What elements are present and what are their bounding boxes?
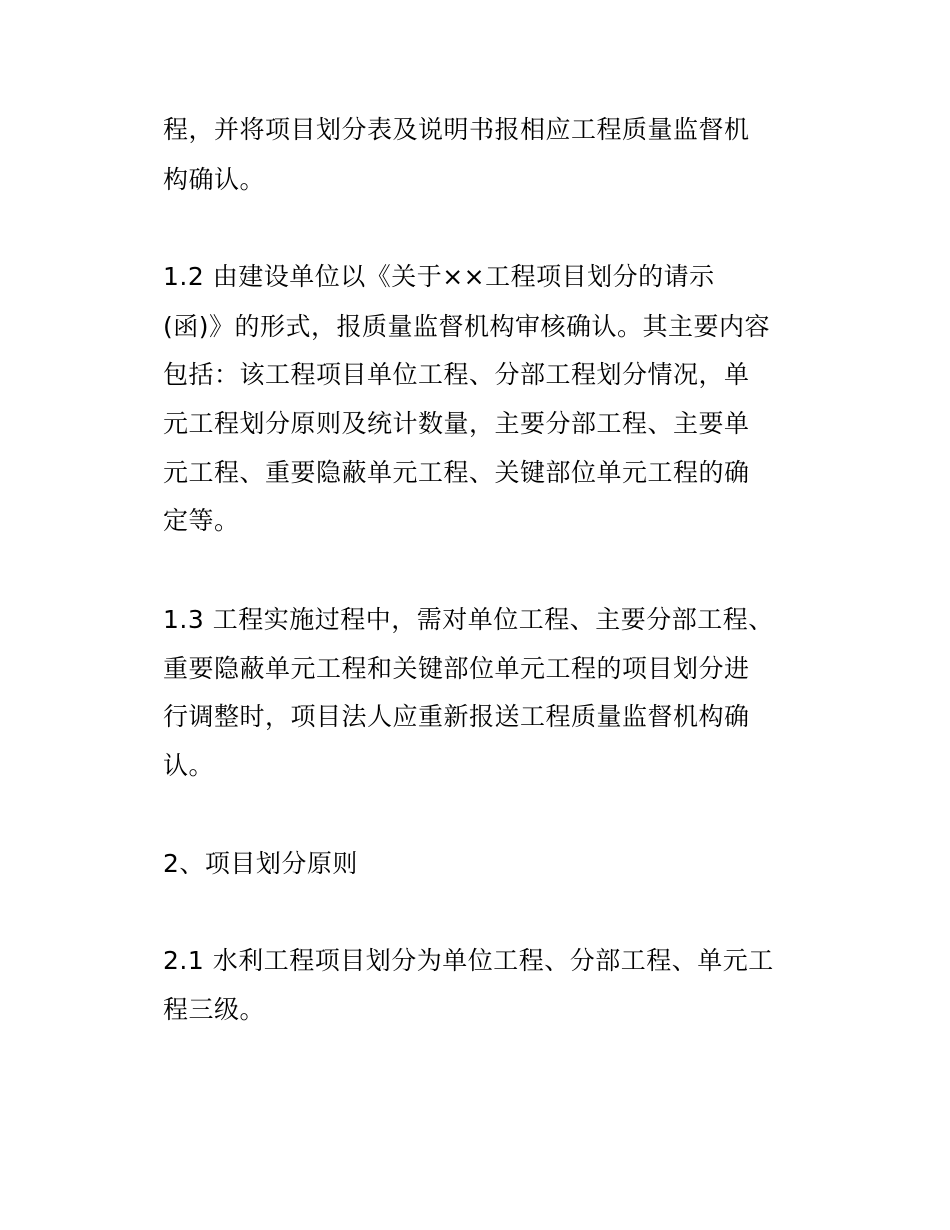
text-line: 构确认。 xyxy=(163,165,266,194)
text-line: 元工程、重要隐蔽单元工程、关键部位单元工程的确 xyxy=(163,458,750,487)
text-line: 元工程划分原则及统计数量，主要分部工程、主要单 xyxy=(163,409,750,438)
text-line: 程三级。 xyxy=(163,995,266,1024)
text-line: 2.1 水利工程项目划分为单位工程、分部工程、单元工 xyxy=(163,946,774,975)
text-line: 定等。 xyxy=(163,506,240,535)
text-line: 1.2 由建设单位以《关于××工程项目划分的请示 xyxy=(163,262,715,291)
text-line: (函)》的形式，报质量监督机构审核确认。其主要内容 xyxy=(163,312,771,341)
text-line: 认。 xyxy=(163,751,215,780)
text-line: 1.3 工程实施过程中，需对单位工程、主要分部工程、 xyxy=(163,605,774,634)
section-heading: 2、项目划分原则 xyxy=(163,849,358,878)
text-line: 包括：该工程项目单位工程、分部工程划分情况，单 xyxy=(163,360,750,389)
text-line: 程，并将项目划分表及说明书报相应工程质量监督机 xyxy=(163,115,750,144)
text-line: 重要隐蔽单元工程和关键部位单元工程的项目划分进 xyxy=(163,654,750,683)
text-line: 行调整时，项目法人应重新报送工程质量监督机构确 xyxy=(163,702,750,731)
